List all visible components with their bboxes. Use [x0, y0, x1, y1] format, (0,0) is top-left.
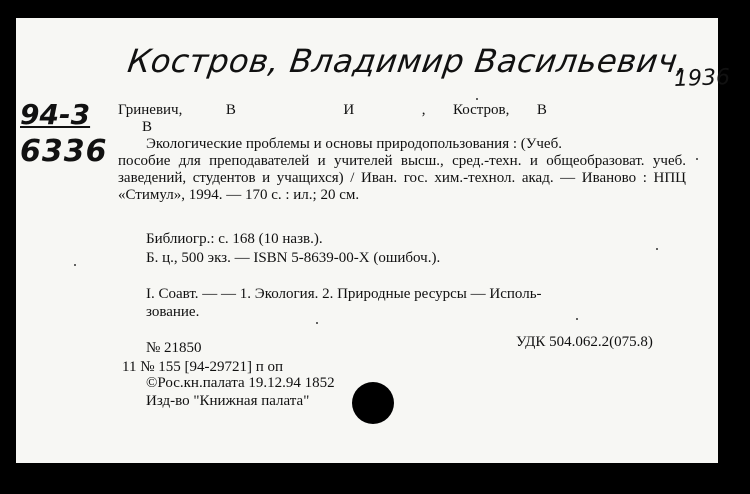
catalog-card [16, 18, 731, 463]
speck [656, 248, 658, 250]
speck [696, 158, 698, 160]
title-block [118, 136, 686, 204]
registration-number: № 21850 [146, 340, 202, 356]
tracings-line: I. Соавт. — — 1. Экология. 2. Природные ресурсы — Исполь- [146, 286, 542, 302]
speck [576, 318, 578, 320]
author-initial: В [225, 102, 236, 118]
title-details: пособие для преподавателей и учителей высш., сред.-техн. и общеобразоват. учеб. заведений, студентов и учащихся) / Иван. гос. хим.-технол. акад. — Иваново : НПЦ «Стимул», 1994. — 170 с. : ил.; 20 см. [118, 153, 686, 203]
speck [74, 264, 76, 266]
speck [476, 98, 478, 100]
handwritten-author-name: Костров, Владимир Васильевич, [125, 42, 691, 80]
author-initial: В [536, 102, 547, 118]
author-grinevich: Гриневич, [118, 102, 183, 118]
authors-separator: , [421, 102, 426, 118]
publisher-line: Изд-во "Книжная палата" [146, 393, 310, 409]
price-isbn-note: Б. ц., 500 экз. — ISBN 5-8639-00-X (ошибоч.). [146, 250, 441, 266]
bibliography-note: Библиогр.: с. 168 (10 назв.). [146, 231, 323, 247]
handwritten-birth-year: 1936 [673, 65, 731, 92]
copyright-line: ©Рос.кн.палата 19.12.94 1852 [146, 375, 335, 391]
card-number: 11 № 155 [94-29721] п оп [122, 359, 284, 375]
udk-classification: УДК 504.062.2(075.8) [516, 334, 653, 350]
authors-line [118, 102, 547, 136]
author-initial: В [142, 119, 153, 135]
handwritten-call-code-top: 94-3 [20, 98, 91, 131]
tracings-line-continued: зование. [146, 304, 200, 320]
speck [316, 322, 318, 324]
handwritten-call-code-bottom: 6336 [20, 134, 108, 169]
title-line: Экологические проблемы и основы природопользования : (Учеб. [146, 136, 562, 152]
author-initial: И [343, 102, 355, 118]
author-kostrov: Костров, [452, 102, 510, 118]
ink-hole-mark [352, 382, 394, 424]
